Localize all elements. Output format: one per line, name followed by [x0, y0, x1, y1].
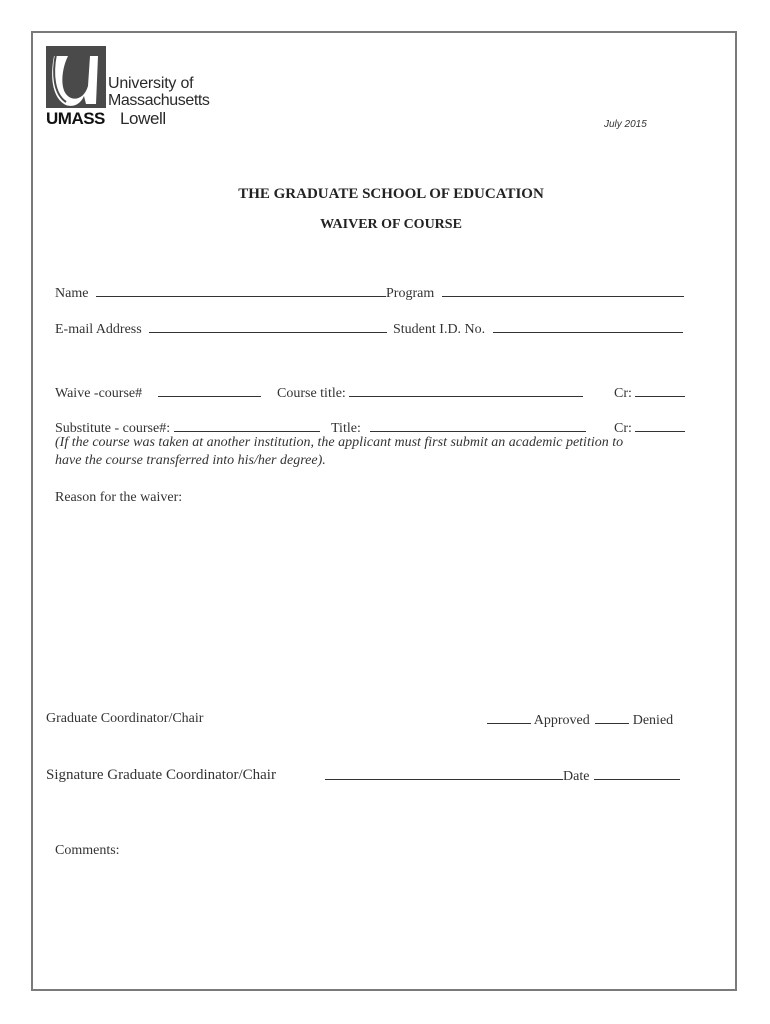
credits-label-1: Cr: [614, 386, 632, 401]
credits-input-line-1[interactable] [635, 384, 685, 397]
approved-label: Approved [533, 713, 590, 728]
email-label: E-mail Address [55, 322, 142, 337]
university-u-mark-icon [46, 46, 106, 108]
approval-options [487, 711, 673, 729]
course-title-field[interactable] [277, 384, 583, 402]
email-field[interactable] [55, 320, 387, 338]
credits-field-2[interactable] [614, 419, 685, 437]
form-date: July 2015 [604, 119, 647, 130]
comments-area[interactable] [55, 865, 695, 975]
credits-label-2: Cr: [614, 421, 632, 436]
reason-label: Reason for the waiver: [55, 490, 183, 505]
credits-field-1[interactable] [614, 384, 685, 402]
substitute-course-label: Substitute - course#: [55, 421, 171, 436]
program-field[interactable] [386, 284, 684, 302]
email-input-line[interactable] [149, 320, 387, 333]
name-label: Name [55, 286, 89, 301]
signature-date-field[interactable] [325, 767, 680, 785]
student-id-label: Student I.D. No. [393, 322, 486, 337]
waive-course-input-line[interactable] [158, 384, 261, 397]
page-border [31, 31, 737, 991]
coordinator-label: Graduate Coordinator/Chair [46, 711, 204, 726]
denied-mark-line[interactable] [595, 711, 629, 724]
credits-input-line-2[interactable] [635, 419, 685, 432]
logo-line-2: Massachusetts [108, 92, 210, 109]
logo-line-1: University of [108, 75, 194, 92]
student-id-field[interactable] [393, 320, 683, 338]
signature-label: Signature Graduate Coordinator/Chair [46, 767, 276, 783]
denied-label: Denied [632, 713, 674, 728]
substitute-course-input-line[interactable] [174, 419, 320, 432]
logo-umass: UMASS [46, 109, 105, 128]
logo-lowell: Lowell [120, 109, 166, 128]
name-field[interactable] [55, 284, 386, 302]
waive-course-label: Waive -course# [55, 386, 143, 401]
date-input-line[interactable] [594, 767, 680, 780]
approved-mark-line[interactable] [487, 711, 531, 724]
program-label: Program [386, 286, 435, 301]
transfer-note-line-2: have the course transferred into his/her degree). [55, 453, 326, 468]
course-title-input-line[interactable] [349, 384, 583, 397]
form-title: WAIVER OF COURSE [320, 217, 462, 232]
course-title-label: Course title: [277, 386, 346, 401]
substitute-title-label: Title: [331, 421, 361, 436]
umass-lowell-logo [46, 46, 210, 130]
student-id-input-line[interactable] [493, 320, 683, 333]
comments-label: Comments: [55, 843, 120, 858]
transfer-note-line-1: (If the course was taken at another institution, the applicant must first submit an academic petition to [55, 435, 624, 450]
waive-course-field[interactable] [55, 384, 261, 402]
school-title: THE GRADUATE SCHOOL OF EDUCATION [238, 186, 544, 202]
program-input-line[interactable] [442, 284, 684, 297]
date-label: Date [563, 769, 590, 784]
substitute-title-input-line[interactable] [370, 419, 586, 432]
reason-area[interactable] [55, 512, 695, 692]
name-input-line[interactable] [96, 284, 386, 297]
signature-input-line[interactable] [325, 767, 563, 780]
